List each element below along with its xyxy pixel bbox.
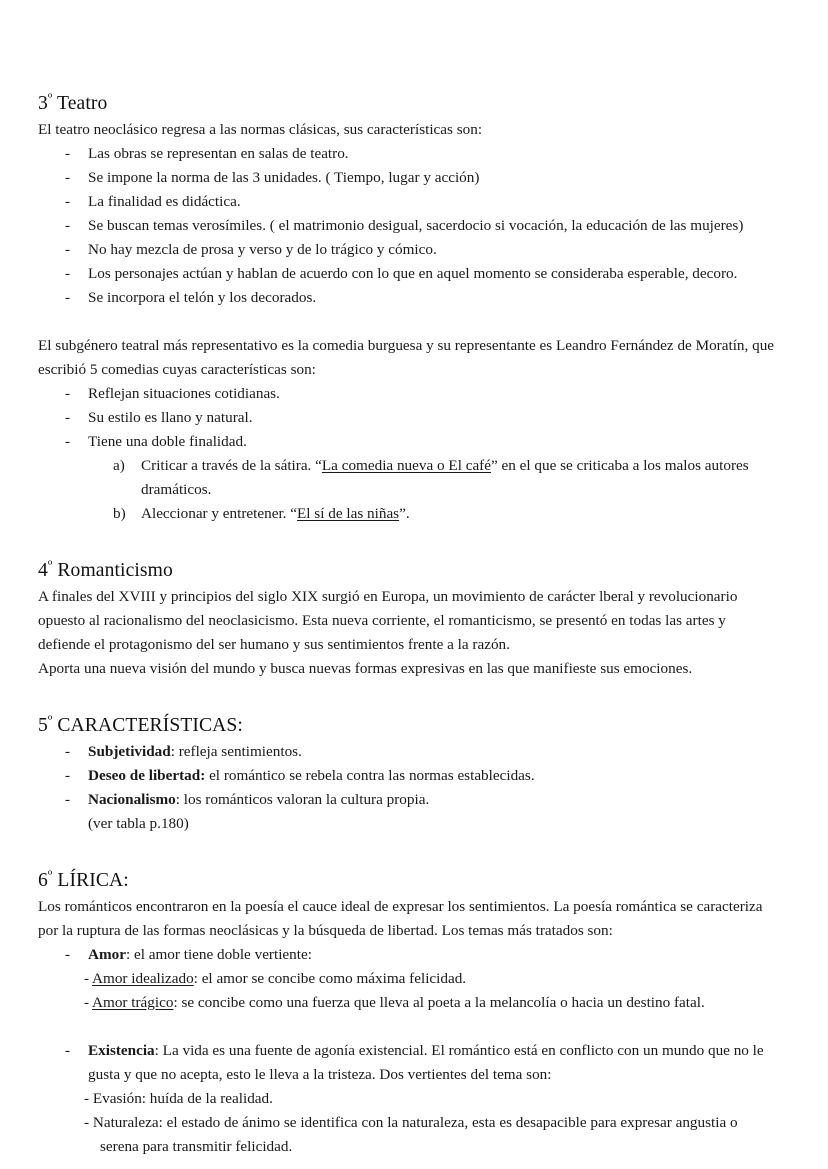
dash-marker-icon: - (65, 168, 71, 186)
list-item (38, 406, 775, 430)
term-existencia: Existencia (88, 1041, 155, 1059)
dash-marker-icon: - (65, 216, 71, 234)
list-item-text: Se buscan temas verosímiles. ( el matrimonio desigual, sacerdocio si vocación, la educación de las mujeres) (88, 216, 744, 234)
term-amor: Amor (88, 945, 126, 963)
dash-marker-icon: - (84, 969, 90, 987)
teatro-finalidad-list (38, 454, 775, 526)
spacer (38, 681, 775, 708)
subterm-amor-idealizado: Amor idealizado (92, 969, 194, 987)
spacer (38, 836, 775, 863)
heading-teatro-ordinal-mark: º (47, 91, 53, 107)
dash-marker-icon: - (65, 264, 71, 282)
definition-existencia: : La vida es una fuente de agonía existencial. El romántico está en conflicto con un mundo que no le gusta y que no acepta, esto le lleva a la tristeza. Dos vertientes del tema son: (88, 1041, 764, 1083)
heading-caracteristicas-label: CARACTERÍSTICAS: (52, 714, 243, 736)
heading-lirica-label: LÍRICA: (52, 869, 129, 891)
dash-marker-icon: - (65, 384, 71, 402)
dash-marker-icon: - (65, 144, 71, 162)
definition-subjetividad: : refleja sentimientos. (170, 742, 302, 760)
dash-marker-icon: - (65, 408, 71, 426)
list-item (38, 286, 775, 310)
list-item (38, 142, 775, 166)
list-item-text-before: Criticar a través de la sátira. “ (141, 456, 322, 474)
list-item (38, 238, 775, 262)
term-nacionalismo: Nacionalismo (88, 790, 176, 808)
dash-marker-icon: - (84, 993, 90, 1011)
list-item (38, 764, 775, 788)
list-item-text-after: ” en el que se criticaba a los malos autores (491, 456, 749, 474)
caracteristicas-table-note: (ver tabla p.180) (88, 814, 189, 832)
heading-teatro-number: 3 (38, 92, 48, 114)
sub-list-item-text: Evasión: huída de la realidad. (92, 1089, 273, 1107)
heading-caracteristicas-number: 5 (38, 714, 48, 736)
list-item-text: Las obras se representan en salas de teatro. (88, 144, 349, 162)
teatro-subgenre-paragraph: El subgénero teatral más representativo es la comedia burguesa y su representante es Leandro Fernández de Moratín, que escribió 5 comedias cuyas características son: (38, 336, 775, 378)
definition-amor: : el amor tiene doble vertiente: (125, 945, 312, 963)
definition-deseo-de-libertad: el romántico se rebela contra las normas establecidas. (205, 766, 535, 784)
sub-list-item-naturaleza-continuation: serena para transmitir felicidad. (100, 1137, 293, 1155)
list-item-text: No hay mezcla de prosa y verso y de lo trágico y cómico. (88, 240, 437, 258)
list-item (38, 190, 775, 214)
work-title-comedia-nueva: La comedia nueva o El café (321, 456, 491, 474)
dash-marker-icon: - (65, 790, 71, 808)
heading-lirica-number: 6 (38, 869, 48, 891)
heading-romanticismo-ordinal-mark: º (47, 557, 53, 574)
list-item (38, 214, 775, 238)
term-deseo-de-libertad: Deseo de libertad: (88, 766, 206, 784)
list-item-text: Su estilo es llano y natural. (88, 408, 253, 426)
list-item (38, 166, 775, 190)
sub-list-item-evasion (38, 1087, 775, 1111)
dash-marker-icon: - (65, 240, 71, 258)
spacer (38, 1015, 775, 1039)
heading-teatro (38, 86, 775, 117)
heading-teatro-label: Teatro (52, 92, 108, 114)
heading-romanticismo (38, 553, 775, 584)
list-item (38, 430, 775, 454)
teatro-characteristics-list (38, 142, 775, 310)
list-item (38, 788, 775, 812)
heading-caracteristicas (38, 708, 775, 739)
alpha-marker-b: b) (113, 504, 126, 522)
dash-marker-icon: - (65, 192, 71, 210)
dash-marker-icon: - (65, 288, 71, 306)
romanticismo-paragraph-2: Aporta una nueva visión del mundo y busca nuevas formas expresivas en las que manifieste sus emociones. (38, 659, 693, 677)
lirica-intro-paragraph: Los románticos encontraron en la poesía el cauce ideal de expresar los sentimientos. La poesía romántica se caracteriza por la ruptura de las formas neoclásicas y la búsqueda de libertad. Los temas más tratados son: (38, 897, 763, 939)
list-item (38, 262, 775, 286)
caracteristicas-list (38, 740, 775, 812)
sub-list-item-amor-idealizado (38, 967, 775, 991)
list-item (38, 943, 775, 967)
list-item (38, 1039, 775, 1087)
romanticismo-paragraph-1: A finales del XVIII y principios del siglo XIX surgió en Europa, un movimiento de carácter lberal y revolucionario opuesto al racionalismo del neoclasicismo. Esta nueva corriente, el romanticismo, se presentó en todas las artes y defiende el protagonismo del ser humano y sus sentimientos frente a la razón. (38, 587, 738, 653)
term-subjetividad: Subjetividad (88, 742, 171, 760)
heading-romanticismo-label: Romanticismo (52, 559, 173, 581)
list-item (38, 740, 775, 764)
heading-romanticismo-number: 4 (38, 559, 48, 581)
teatro-intro-paragraph: El teatro neoclásico regresa a las normas clásicas, sus características son: (38, 120, 483, 138)
sub-list-item-text: : se concibe como una fuerza que lleva al poeta a la melancolía o hacia un destino fatal. (173, 993, 705, 1011)
lirica-themes-list (38, 943, 775, 967)
list-item-text-after: ”. (399, 504, 410, 522)
list-item-text: Los personajes actúan y hablan de acuerdo con lo que en aquel momento se consideraba esperable, decoro. (88, 264, 738, 282)
dash-marker-icon: - (65, 1041, 71, 1059)
sub-list-item-text: : el amor se concibe como máxima felicidad. (193, 969, 467, 987)
list-item-text: Se impone la norma de las 3 unidades. ( Tiempo, lugar y acción) (88, 168, 480, 186)
subterm-amor-tragico: Amor trágico (92, 993, 174, 1011)
teatro-subgenre-list (38, 382, 775, 454)
list-item (38, 454, 775, 502)
heading-caracteristicas-ordinal-mark: º (47, 712, 53, 729)
dash-marker-icon: - (65, 432, 71, 450)
dash-marker-icon: - (65, 945, 71, 963)
list-item (38, 382, 775, 406)
sub-list-item-amor-tragico (38, 991, 775, 1015)
definition-nacionalismo: : los románticos valoran la cultura propia. (175, 790, 430, 808)
spacer (38, 310, 775, 334)
sub-list-item-naturaleza (38, 1111, 775, 1135)
work-title-el-si-de-las-ninas: El sí de las niñas (297, 504, 400, 522)
dash-marker-icon: - (84, 1113, 90, 1131)
list-item-text: Reflejan situaciones cotidianas. (88, 384, 280, 402)
list-item-text: Tiene una doble finalidad. (88, 432, 247, 450)
spacer (38, 526, 775, 553)
list-item-text: La finalidad es didáctica. (88, 192, 241, 210)
dash-marker-icon: - (84, 1089, 90, 1107)
list-item-text-before: Aleccionar y entretener. “ (141, 504, 298, 522)
dash-marker-icon: - (65, 742, 71, 760)
list-item (38, 502, 775, 526)
dash-marker-icon: - (65, 766, 71, 784)
heading-lirica (38, 863, 775, 894)
list-item-continuation: dramáticos. (141, 480, 212, 498)
sub-list-item-text: Naturaleza: el estado de ánimo se identifica con la naturaleza, esta es desapacible para expresar angustia o (92, 1113, 738, 1131)
list-item-text: Se incorpora el telón y los decorados. (88, 288, 317, 306)
lirica-existencia-list (38, 1039, 775, 1087)
heading-lirica-ordinal-mark: º (47, 867, 53, 884)
alpha-marker-a: a) (113, 456, 125, 474)
